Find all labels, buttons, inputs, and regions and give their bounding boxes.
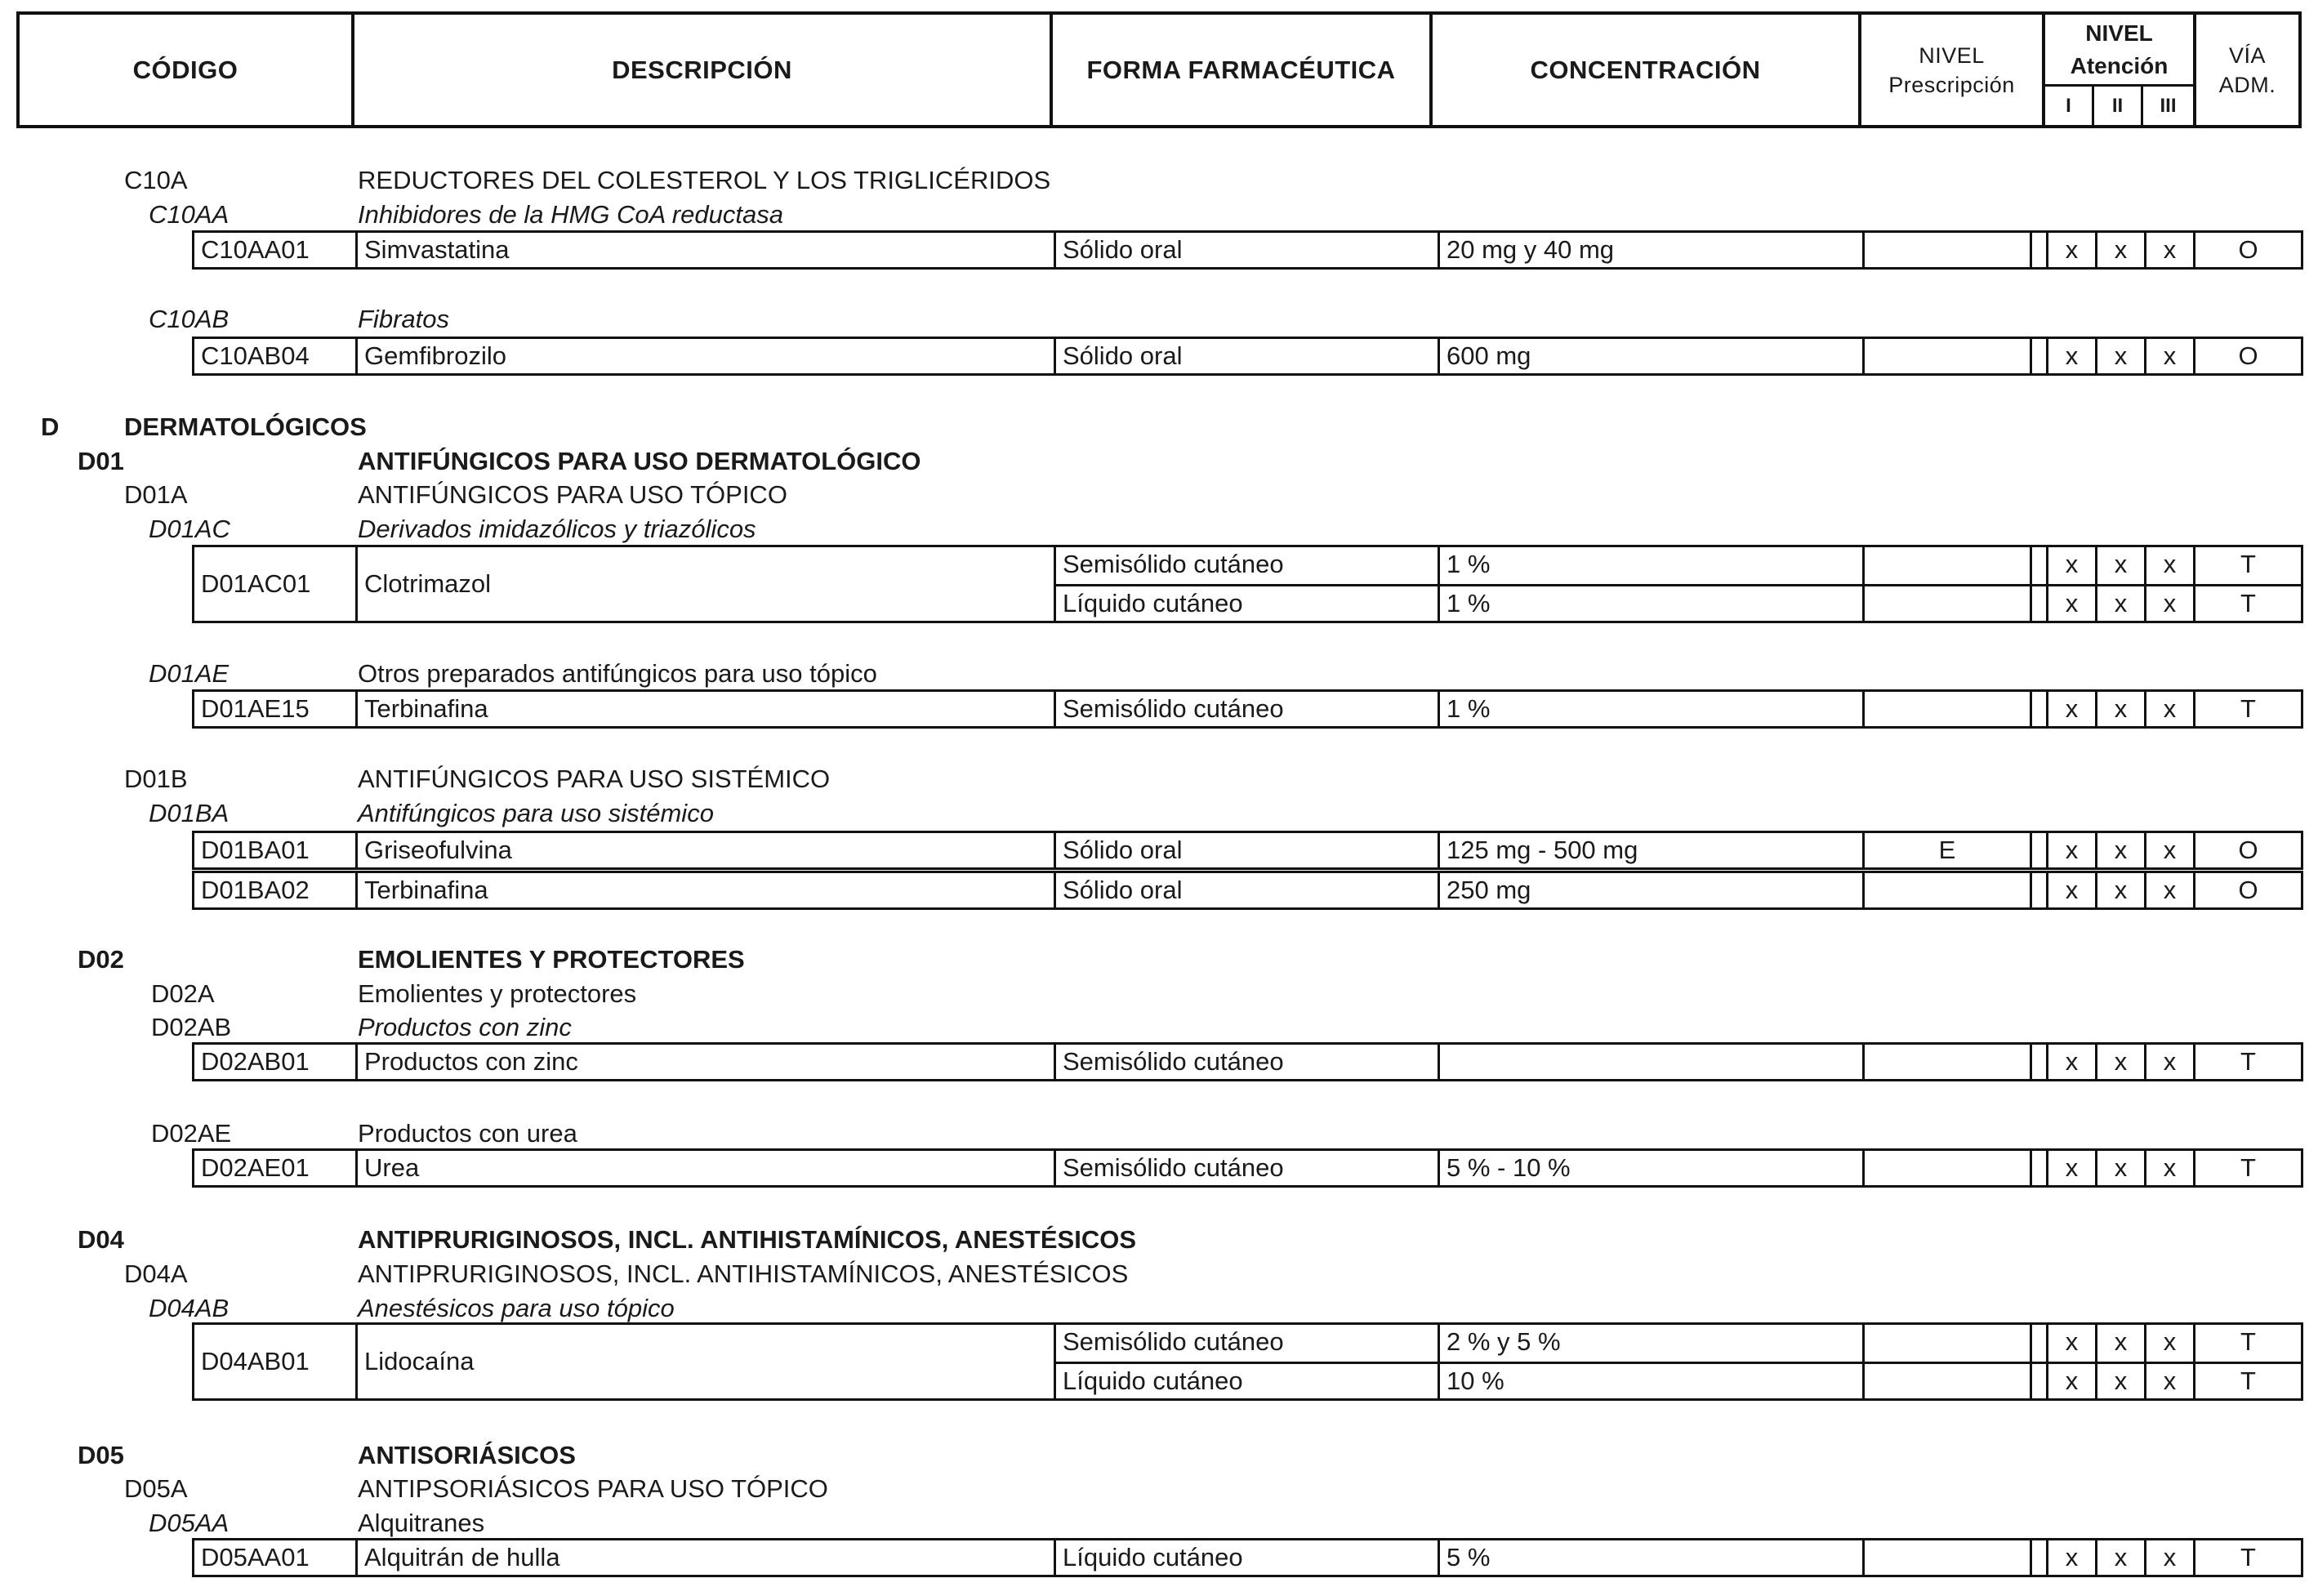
row-nivel-prescripcion (1865, 586, 2032, 623)
row-concentracion: 1 % (1440, 692, 1865, 729)
group-code: D05A (124, 1474, 188, 1503)
header-nivel-atencion-title (2045, 15, 2193, 87)
table-row (192, 1538, 2303, 1577)
group-title: REDUCTORES DEL COLESTEROL Y LOS TRIGLICÉRIDOS (358, 166, 1051, 194)
table-row (192, 337, 2303, 376)
row-via: T (2240, 1366, 2256, 1395)
header-nivel-atencion-line2: Atención (2070, 52, 2169, 78)
row-forma: Semisólido cutáneo (1056, 1325, 1440, 1362)
row-divider (1056, 1362, 2301, 1364)
row-nivel-i: x (2048, 547, 2097, 584)
group-code: D05 (78, 1441, 124, 1469)
group-title: ANTIPRURIGINOSOS, INCL. ANTIHISTAMÍNICOS, ANESTÉSICOS (358, 1225, 1137, 1254)
row-nivel-i: x (2048, 873, 2097, 910)
group-code: C10A (124, 166, 188, 194)
row-nivel-i: x (2048, 1540, 2097, 1577)
row-nivel-ii: x (2097, 873, 2146, 910)
row-concentracion: 250 mg (1440, 873, 1865, 910)
row-code: D02AB01 (194, 1045, 358, 1079)
column-divider (2046, 1325, 2048, 1398)
row-nivel-iii: x (2146, 1540, 2195, 1577)
row-forma: Sólido oral (1056, 233, 1440, 270)
row-via: O (2238, 341, 2258, 370)
subgroup-title: Inhibidores de la HMG CoA reductasa (358, 200, 783, 229)
row-nivel-prescripcion (1865, 547, 2032, 584)
row-nivel-ii: x (2097, 692, 2146, 729)
row-description: Productos con zinc (358, 1045, 1056, 1079)
row-nivel-ii: x (2097, 586, 2146, 623)
column-divider (2046, 833, 2048, 867)
group-code: D04 (78, 1225, 124, 1254)
row-nivel-iii: x (2146, 586, 2195, 623)
row-forma: Semisólido cutáneo (1056, 1151, 1440, 1188)
header-nivel-atencion-line1: NIVEL (2085, 20, 2153, 46)
row-nivel-iii: x (2146, 873, 2195, 910)
column-divider (2046, 1151, 2048, 1185)
group-code: D04A (124, 1259, 188, 1288)
row-divider (1056, 584, 2301, 586)
row-nivel-iii: x (2146, 1151, 2195, 1188)
row-nivel-ii: x (2097, 233, 2146, 270)
group-title: Emolientes y protectores (358, 979, 637, 1008)
subgroup-title: Productos con urea (358, 1119, 577, 1148)
header-nivel-prescripcion-line1: NIVEL (1919, 42, 1985, 68)
row-nivel-i: x (2048, 833, 2097, 870)
row-nivel-i: x (2048, 1045, 2097, 1081)
row-forma: Líquido cutáneo (1056, 1364, 1440, 1401)
row-via: T (2240, 694, 2256, 723)
row-code: D01AE15 (194, 692, 358, 726)
header-nivel-prescripcion-line2: Prescripción (1888, 72, 2015, 97)
row-nivel-prescripcion (1865, 1540, 2032, 1577)
row-nivel-prescripcion: E (1865, 833, 2032, 870)
column-divider (2046, 1540, 2048, 1575)
row-nivel-ii: x (2097, 547, 2146, 584)
subgroup-code: D05AA (149, 1509, 230, 1537)
row-concentracion: 20 mg y 40 mg (1440, 233, 1865, 270)
group-title: EMOLIENTES Y PROTECTORES (358, 945, 745, 974)
row-via: T (2240, 589, 2256, 617)
row-description: Clotrimazol (358, 547, 1056, 621)
row-nivel-ii: x (2097, 1364, 2146, 1401)
row-description: Gemfibrozilo (358, 339, 1056, 373)
group-code: D02 (78, 945, 124, 974)
header-via-line1: VÍA (2228, 42, 2267, 68)
header-codigo: CÓDIGO (20, 15, 354, 125)
subgroup-title: Productos con zinc (358, 1013, 572, 1041)
column-divider (2046, 1045, 2048, 1079)
row-description: Griseofulvina (358, 833, 1056, 867)
row-forma: Sólido oral (1056, 339, 1440, 376)
header-nivel-iii: III (2160, 94, 2177, 117)
row-nivel-ii: x (2097, 1540, 2146, 1577)
row-description: Urea (358, 1151, 1056, 1185)
row-via: O (2238, 235, 2258, 264)
table-row (192, 1042, 2303, 1081)
row-nivel-i: x (2048, 692, 2097, 729)
row-nivel-prescripcion (1865, 233, 2032, 270)
subgroup-title: Alquitranes (358, 1509, 485, 1537)
header-forma: FORMA FARMACÉUTICA (1053, 15, 1433, 125)
row-concentracion: 1 % (1440, 547, 1865, 584)
group-code: D01 (78, 447, 124, 475)
table-row (192, 831, 2303, 870)
row-concentracion: 5 % (1440, 1540, 1865, 1577)
subgroup-code: D02AE (151, 1119, 232, 1148)
row-forma: Líquido cutáneo (1056, 586, 1440, 623)
column-divider (2046, 233, 2048, 267)
group-code: D01B (124, 765, 188, 793)
row-via: O (2238, 876, 2258, 904)
subgroup-title: Otros preparados antifúngicos para uso tópico (358, 659, 877, 688)
header-nivel-atencion (2045, 15, 2196, 125)
row-code: D05AA01 (194, 1540, 358, 1575)
group-title: ANTIPRURIGINOSOS, INCL. ANTIHISTAMÍNICOS, ANESTÉSICOS (358, 1259, 1129, 1288)
row-concentracion: 2 % y 5 % (1440, 1325, 1865, 1362)
row-description: Terbinafina (358, 692, 1056, 726)
subgroup-code: D01BA (149, 799, 230, 827)
group-title: ANTIPSORIÁSICOS PARA USO TÓPICO (358, 1474, 828, 1503)
row-concentracion: 125 mg - 500 mg (1440, 833, 1865, 870)
row-description: Simvastatina (358, 233, 1056, 267)
subgroup-code: C10AA (149, 200, 230, 229)
section-title: DERMATOLÓGICOS (124, 412, 367, 441)
row-nivel-prescripcion (1865, 1045, 2032, 1081)
row-code: D04AB01 (194, 1325, 358, 1398)
subgroup-title: Fibratos (358, 305, 449, 333)
row-forma: Líquido cutáneo (1056, 1540, 1440, 1577)
row-nivel-ii: x (2097, 339, 2146, 376)
row-nivel-prescripcion (1865, 873, 2032, 910)
row-nivel-iii: x (2146, 233, 2195, 270)
row-nivel-i: x (2048, 1325, 2097, 1362)
row-nivel-prescripcion (1865, 1151, 2032, 1188)
row-nivel-prescripcion (1865, 1325, 2032, 1362)
row-via: T (2240, 1327, 2256, 1356)
row-concentracion: 600 mg (1440, 339, 1865, 376)
table-row (192, 689, 2303, 729)
row-code: C10AA01 (194, 233, 358, 267)
subgroup-code: D01AE (149, 659, 230, 688)
row-nivel-prescripcion (1865, 692, 2032, 729)
row-code: D02AE01 (194, 1151, 358, 1185)
header-nivel-prescripcion (1861, 15, 2045, 125)
row-description: Terbinafina (358, 873, 1056, 907)
row-nivel-ii: x (2097, 833, 2146, 870)
table-row (192, 1322, 2303, 1401)
row-code: C10AB04 (194, 339, 358, 373)
row-concentracion (1440, 1045, 1865, 1081)
row-nivel-iii: x (2146, 692, 2195, 729)
row-nivel-ii: x (2097, 1325, 2146, 1362)
subgroup-title: Derivados imidazólicos y triazólicos (358, 515, 756, 543)
header-via (2196, 15, 2298, 125)
row-concentracion: 10 % (1440, 1364, 1865, 1401)
row-forma: Sólido oral (1056, 833, 1440, 870)
subgroup-code: D02AB (151, 1013, 232, 1041)
row-nivel-ii: x (2097, 1045, 2146, 1081)
row-nivel-prescripcion (1865, 1364, 2032, 1401)
table-row (192, 230, 2303, 270)
row-concentracion: 1 % (1440, 586, 1865, 623)
row-nivel-i: x (2048, 339, 2097, 376)
row-nivel-i: x (2048, 233, 2097, 270)
row-concentracion: 5 % - 10 % (1440, 1151, 1865, 1188)
row-nivel-i: x (2048, 586, 2097, 623)
column-divider (2046, 547, 2048, 621)
column-divider (2046, 692, 2048, 726)
subgroup-code: D04AB (149, 1294, 230, 1322)
row-forma: Semisólido cutáneo (1056, 547, 1440, 584)
row-nivel-ii: x (2097, 1151, 2146, 1188)
column-divider (2046, 339, 2048, 373)
row-nivel-iii: x (2146, 547, 2195, 584)
row-via: T (2240, 1047, 2256, 1076)
subgroup-title: Antifúngicos para uso sistémico (358, 799, 714, 827)
row-nivel-i: x (2048, 1151, 2097, 1188)
row-via: T (2240, 1153, 2256, 1182)
subgroup-code: C10AB (149, 305, 230, 333)
row-nivel-iii: x (2146, 339, 2195, 376)
row-nivel-i: x (2048, 1364, 2097, 1401)
group-title: ANTIFÚNGICOS PARA USO TÓPICO (358, 480, 787, 509)
table-row (192, 871, 2303, 910)
header-descripcion: DESCRIPCIÓN (354, 15, 1053, 125)
section-code: D (41, 412, 60, 441)
header-concentracion: CONCENTRACIÓN (1433, 15, 1861, 125)
group-title: ANTIFÚNGICOS PARA USO SISTÉMICO (358, 765, 831, 793)
row-via: T (2240, 1543, 2256, 1571)
table-row (192, 545, 2303, 623)
subgroup-title: Anestésicos para uso tópico (358, 1294, 675, 1322)
row-nivel-iii: x (2146, 1045, 2195, 1081)
row-forma: Semisólido cutáneo (1056, 1045, 1440, 1081)
header-nivel-i: I (2045, 87, 2094, 125)
column-divider (2046, 873, 2048, 907)
row-code: D01BA02 (194, 873, 358, 907)
row-description: Lidocaína (358, 1325, 1056, 1398)
table-header (16, 11, 2302, 128)
row-nivel-iii: x (2146, 1364, 2195, 1401)
group-title: ANTISORIÁSICOS (358, 1441, 576, 1469)
table-row (192, 1148, 2303, 1188)
group-code: D01A (124, 480, 188, 509)
row-nivel-prescripcion (1865, 339, 2032, 376)
group-code: D02A (151, 979, 215, 1008)
row-forma: Semisólido cutáneo (1056, 692, 1440, 729)
subgroup-code: D01AC (149, 515, 230, 543)
header-via-line2: ADM. (2218, 72, 2276, 97)
row-via: T (2240, 550, 2256, 578)
row-nivel-iii: x (2146, 833, 2195, 870)
row-via: O (2238, 836, 2258, 864)
row-description: Alquitrán de hulla (358, 1540, 1056, 1575)
row-forma: Sólido oral (1056, 873, 1440, 910)
group-title: ANTIFÚNGICOS PARA USO DERMATOLÓGICO (358, 447, 921, 475)
row-code: D01AC01 (194, 547, 358, 621)
header-nivel-ii: II (2094, 87, 2143, 125)
row-code: D01BA01 (194, 833, 358, 867)
row-nivel-iii: x (2146, 1325, 2195, 1362)
